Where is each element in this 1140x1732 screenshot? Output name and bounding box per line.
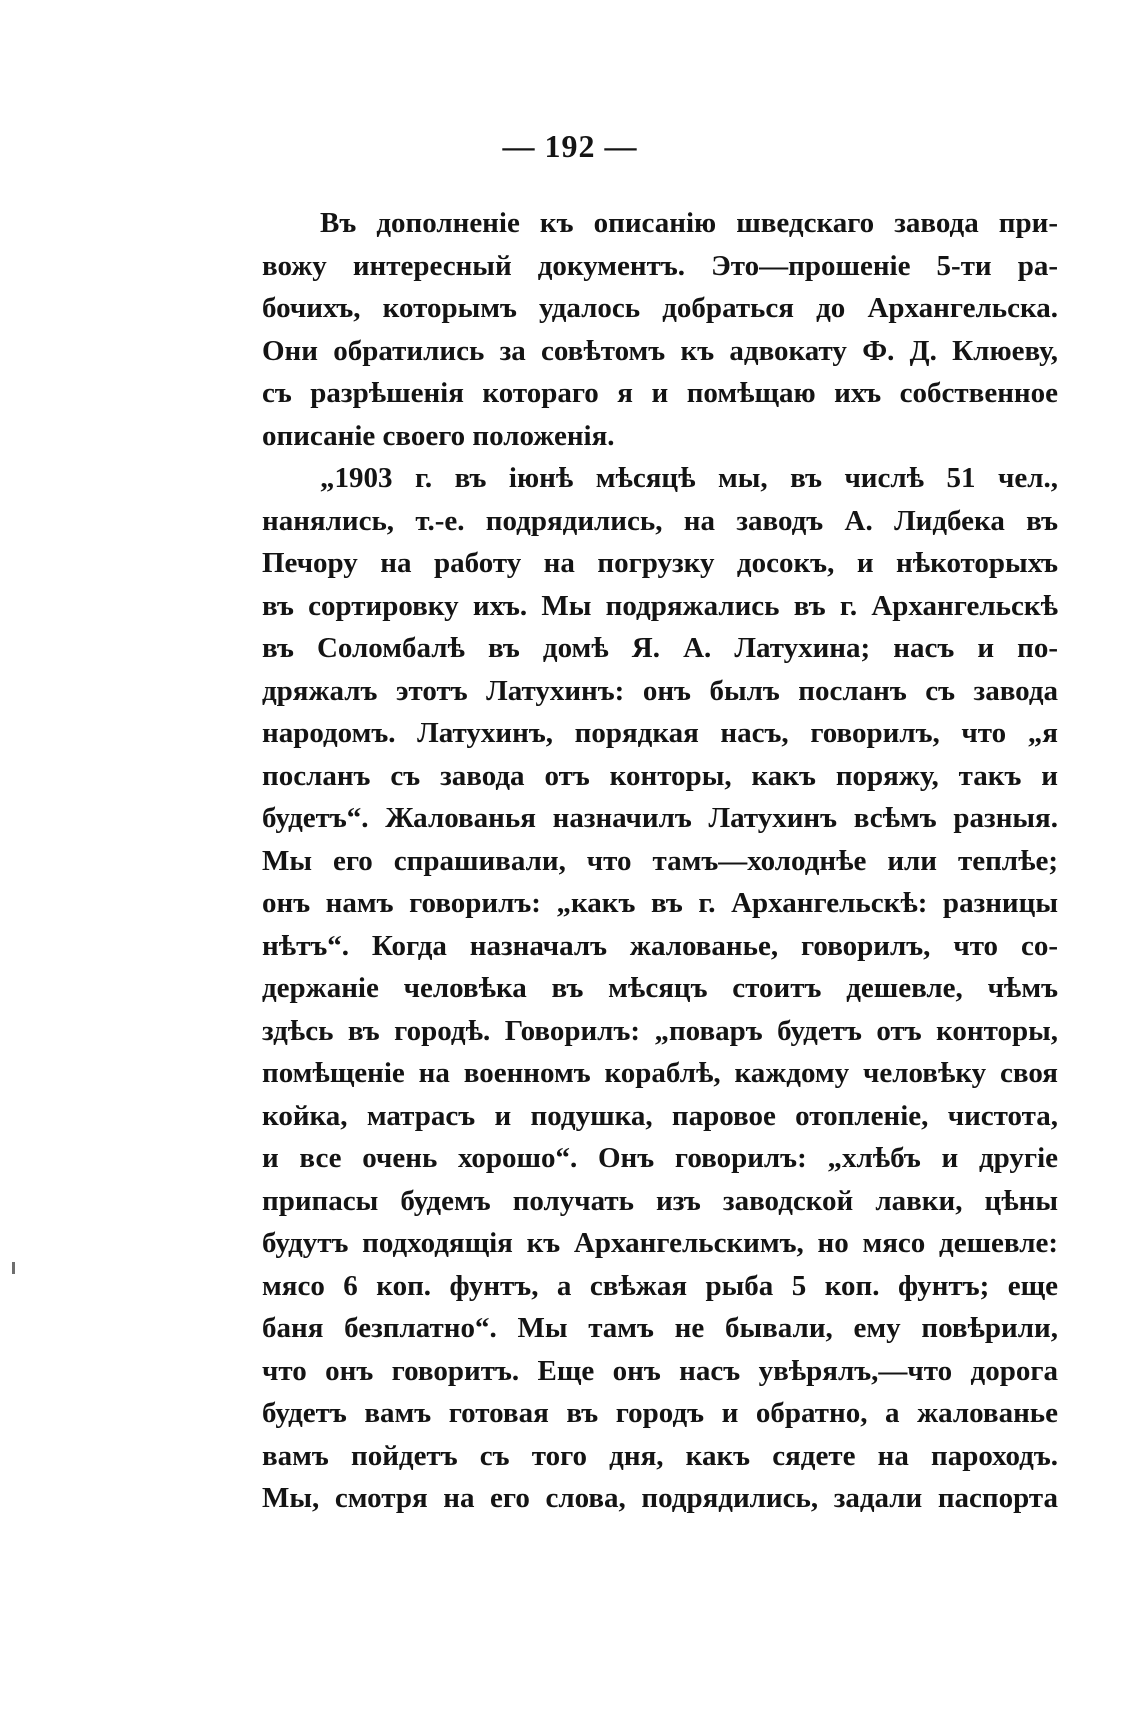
text-line: „1903 г. въ іюнѣ мѣсяцѣ мы, въ числѣ 51 чел.,: [320, 462, 1058, 494]
text-line: Печору на работу на погрузку досокъ, и нѣкоторыхъ: [262, 547, 1058, 579]
scan-mark: [12, 1262, 15, 1274]
page-number: — 192 —: [502, 128, 638, 164]
text-line: Мы, смотря на его слова, подрядились, задали паспорта: [262, 1482, 1058, 1514]
text-line: и все очень хорошо“. Онъ говорилъ: „хлѣбъ и другіе: [262, 1142, 1058, 1174]
text-line: будутъ подходящія къ Архангельскимъ, но мясо дешевле:: [262, 1227, 1058, 1259]
text-line: что онъ говоритъ. Еще онъ насъ увѣрялъ,—что дорога: [262, 1354, 1058, 1387]
text-line: баня безплатно“. Мы тамъ не бывали, ему повѣрили,: [262, 1312, 1058, 1344]
text-line: будетъ“. Жалованья назначилъ Латухинъ всѣмъ разныя.: [262, 802, 1058, 834]
text-line: припасы будемъ получать изъ заводской лавки, цѣны: [262, 1184, 1058, 1217]
text-line: Мы его спрашивали, что тамъ—холоднѣе или теплѣе;: [262, 844, 1058, 877]
text-line: посланъ съ завода отъ конторы, какъ поряжу, такъ и: [262, 759, 1058, 792]
text-line: койка, матрасъ и подушка, паровое отопленіе, чистота,: [262, 1099, 1058, 1132]
text-line: въ Соломбалѣ въ домѣ Я. А. Латухина; насъ и по-: [262, 632, 1058, 664]
text-line: въ сортировку ихъ. Мы подряжались въ г. Архангельскѣ: [262, 589, 1058, 622]
text-line: съ разрѣшенія котораго я и помѣщаю ихъ собственное: [262, 377, 1058, 409]
text-line: вожу интересный документъ. Это—прошеніе 5-ти ра-: [262, 249, 1058, 282]
text-line: помѣщеніе на военномъ кораблѣ, каждому человѣку своя: [262, 1057, 1058, 1089]
text-line: народомъ. Латухинъ, порядкая насъ, говорилъ, что „я: [262, 717, 1058, 749]
text-line: бочихъ, которымъ удалось добраться до Архангельска.: [262, 292, 1058, 324]
text-line: вамъ пойдетъ съ того дня, какъ сядете на пароходъ.: [262, 1439, 1058, 1472]
text-line: описаніе своего положенія.: [262, 419, 615, 452]
text-line: нанялись, т.-е. подрядились, на заводъ А. Лидбека въ: [262, 504, 1058, 537]
text-line: дряжалъ этотъ Латухинъ: онъ былъ посланъ съ завода: [262, 674, 1058, 707]
text-line: Они обратились за совѣтомъ къ адвокату Ф. Д. Клюеву,: [262, 334, 1058, 367]
text-line: здѣсь въ городѣ. Говорилъ: „поваръ будетъ отъ конторы,: [262, 1014, 1058, 1047]
text-line: Въ дополненіе къ описанію шведскаго завода при-: [320, 207, 1058, 239]
body-text: [262, 202, 1058, 1520]
text-line: нѣтъ“. Когда назначалъ жалованье, говорилъ, что со-: [262, 929, 1058, 962]
text-line: онъ намъ говорилъ: „какъ въ г. Архангельскѣ: разницы: [262, 887, 1058, 919]
text-line: будетъ вамъ готовая въ городъ и обратно, а жалованье: [262, 1397, 1058, 1429]
text-line: держаніе человѣка въ мѣсяцъ стоитъ дешевле, чѣмъ: [262, 972, 1058, 1004]
text-line: мясо 6 коп. фунтъ, а свѣжая рыба 5 коп. фунтъ; еще: [262, 1269, 1058, 1302]
